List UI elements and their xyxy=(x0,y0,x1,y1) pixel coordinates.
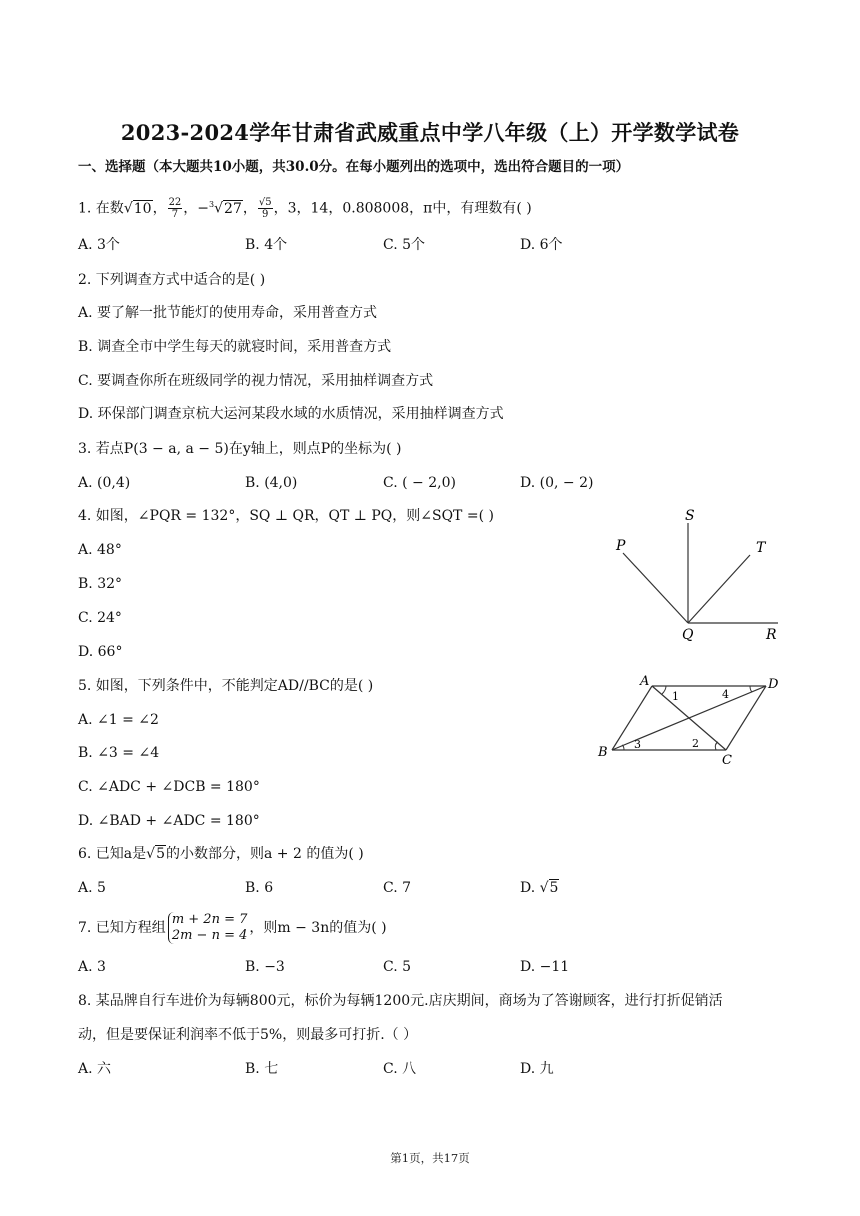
question-2-stem: 2. 下列调查方式中适合的是( ) xyxy=(78,272,266,288)
page-footer: 第1页，共17页 xyxy=(390,1151,470,1165)
equation-1: m + 2n = 7 xyxy=(171,912,248,927)
q6-root: 5 xyxy=(156,846,165,862)
option-a: A. ∠1 = ∠2 xyxy=(78,712,159,728)
exam-title: 2023-2024学年甘肃省武威重点中学八年级（上）开学数学试卷 xyxy=(120,120,740,145)
option-a: A. 48° xyxy=(78,542,122,558)
option-b: B. 七 xyxy=(245,1061,279,1077)
option-a: A. 要了解一批节能灯的使用寿命，采用普查方式 xyxy=(78,305,378,321)
q1-root-10: 10 xyxy=(133,200,152,217)
question-7-stem xyxy=(78,910,387,946)
q1-frac-den: 7 xyxy=(171,209,179,221)
option-c: C. 要调查你所在班级同学的视力情况，采用抽样调查方式 xyxy=(78,373,434,389)
question-5-stem: 5. 如图，下列条件中，不能判定AD//BC的是( ) xyxy=(78,678,374,694)
sqrt-icon: √ xyxy=(214,200,224,217)
angle-4-arc xyxy=(750,686,752,692)
q1-frac2-den: 9 xyxy=(262,209,269,221)
option-d: D. ∠BAD + ∠ADC = 180° xyxy=(78,813,260,829)
q1-fraction-sqrt5-9 xyxy=(258,197,273,220)
q1-cube-index: 3 xyxy=(209,200,215,209)
option-d-prefix: D. √ xyxy=(520,880,549,896)
label-c: C xyxy=(722,753,732,768)
option-c: C. 八 xyxy=(383,1061,417,1077)
q1-fraction-22-7 xyxy=(168,197,183,220)
q6-stem-pre: 6. 已知a是 xyxy=(78,846,147,862)
option-b: B. −3 xyxy=(245,959,285,975)
option-c: C. ∠ADC + ∠DCB = 180° xyxy=(78,779,260,795)
question-8-line-2: 动，但是要保证利润率不低于5%，则最多可打折.（ ） xyxy=(78,1027,418,1043)
ray-qt xyxy=(688,555,750,623)
side-ab xyxy=(612,686,652,750)
equation-system xyxy=(168,912,248,944)
option-d: D. 九 xyxy=(520,1061,554,1077)
sqrt-icon: √ xyxy=(123,200,133,217)
ray-qp xyxy=(623,553,688,623)
option-c: C. 24° xyxy=(78,610,122,626)
sqrt-icon: √ xyxy=(146,846,156,862)
q1-rest: ，3，14，0.808008，π中，有理数有( ) xyxy=(273,200,532,217)
option-c: C. 5个 xyxy=(383,237,426,253)
option-c: C. 7 xyxy=(383,880,412,896)
section-heading: 一、选择题（本大题共10小题，共30.0分。在每小题列出的选项中，选出符合题目的一项） xyxy=(78,159,630,175)
angle-1-arc xyxy=(662,686,666,694)
question-1-stem: 1. 在数√10， $\frac{22}{7}$ ，−$^3$√27， $\frac{√5}{9}$ ，3，14，0.808008，π中，有理数有( ) xyxy=(78,197,532,221)
option-d: D. 66° xyxy=(78,644,123,660)
label-d: D xyxy=(768,677,779,692)
q1-frac-num: 22 xyxy=(168,197,182,209)
option-b: B. 32° xyxy=(78,576,123,592)
question-6-stem xyxy=(78,845,364,863)
option-a: A. 六 xyxy=(78,1061,112,1077)
label-angle-1: 1 xyxy=(672,690,679,703)
label-angle-2: 2 xyxy=(692,737,699,750)
label-b: B xyxy=(598,745,608,760)
q1-root-27: 27 xyxy=(224,200,242,217)
option-b: B. 6 xyxy=(245,880,274,896)
question-8-line-1: 8. 某品牌自行车进价为每辆800元，标价为每辆1200元.店庆期间，商场为了答谢顾客，进行打折促销活 xyxy=(78,993,723,1009)
q1-minus: − xyxy=(197,200,210,217)
label-angle-4: 4 xyxy=(722,688,729,701)
parallelogram-figure-abcd xyxy=(590,668,790,768)
question-4-stem: 4. 如图，∠PQR = 132°，SQ ⊥ QR，QT ⊥ PQ，则∠SQT =( ) xyxy=(78,508,494,524)
label-s: S xyxy=(685,508,695,524)
equation-2: 2m − n = 4 xyxy=(171,928,248,943)
option-a: A. 5 xyxy=(78,880,106,896)
q7-stem-pre: 7. 已知方程组 xyxy=(78,920,166,936)
option-d: D. −11 xyxy=(520,959,570,975)
label-angle-3: 3 xyxy=(634,738,641,751)
label-r: R xyxy=(766,627,777,643)
q1-prefix: 1. 在数 xyxy=(78,200,124,217)
label-p: P xyxy=(616,538,626,554)
option-d: D. 6个 xyxy=(520,237,563,253)
option-b: B. (4,0) xyxy=(245,475,298,491)
option-a: A. 3个 xyxy=(78,237,120,253)
option-a: A. 3 xyxy=(78,959,106,975)
side-dc xyxy=(726,686,766,750)
option-c: C. ( − 2,0) xyxy=(383,475,456,491)
option-d: D. (0, − 2) xyxy=(520,475,594,491)
option-b: B. 调查全市中学生每天的就寝时间，采用普查方式 xyxy=(78,339,392,355)
option-d: D. 环保部门调查京杭大运河某段水域的水质情况，采用抽样调查方式 xyxy=(78,406,504,422)
option-c: C. 5 xyxy=(383,959,412,975)
option-a: A. (0,4) xyxy=(78,475,131,491)
option-b: B. ∠3 = ∠4 xyxy=(78,745,160,761)
angle-figure-pqr xyxy=(600,505,800,645)
label-t: T xyxy=(756,540,766,556)
option-d xyxy=(520,879,559,897)
q7-stem-post: ，则m − 3n的值为( ) xyxy=(249,920,387,936)
option-b: B. 4个 xyxy=(245,237,288,253)
q1-frac2-num: √5 xyxy=(258,197,272,209)
q6-stem-post: 的小数部分，则a + 2 的值为( ) xyxy=(166,846,364,862)
label-q: Q xyxy=(682,627,694,643)
question-3-stem: 3. 若点P(3 − a, a − 5)在y轴上，则点P的坐标为( ) xyxy=(78,441,402,457)
label-a: A xyxy=(640,674,650,689)
option-d-root: 5 xyxy=(549,880,559,896)
